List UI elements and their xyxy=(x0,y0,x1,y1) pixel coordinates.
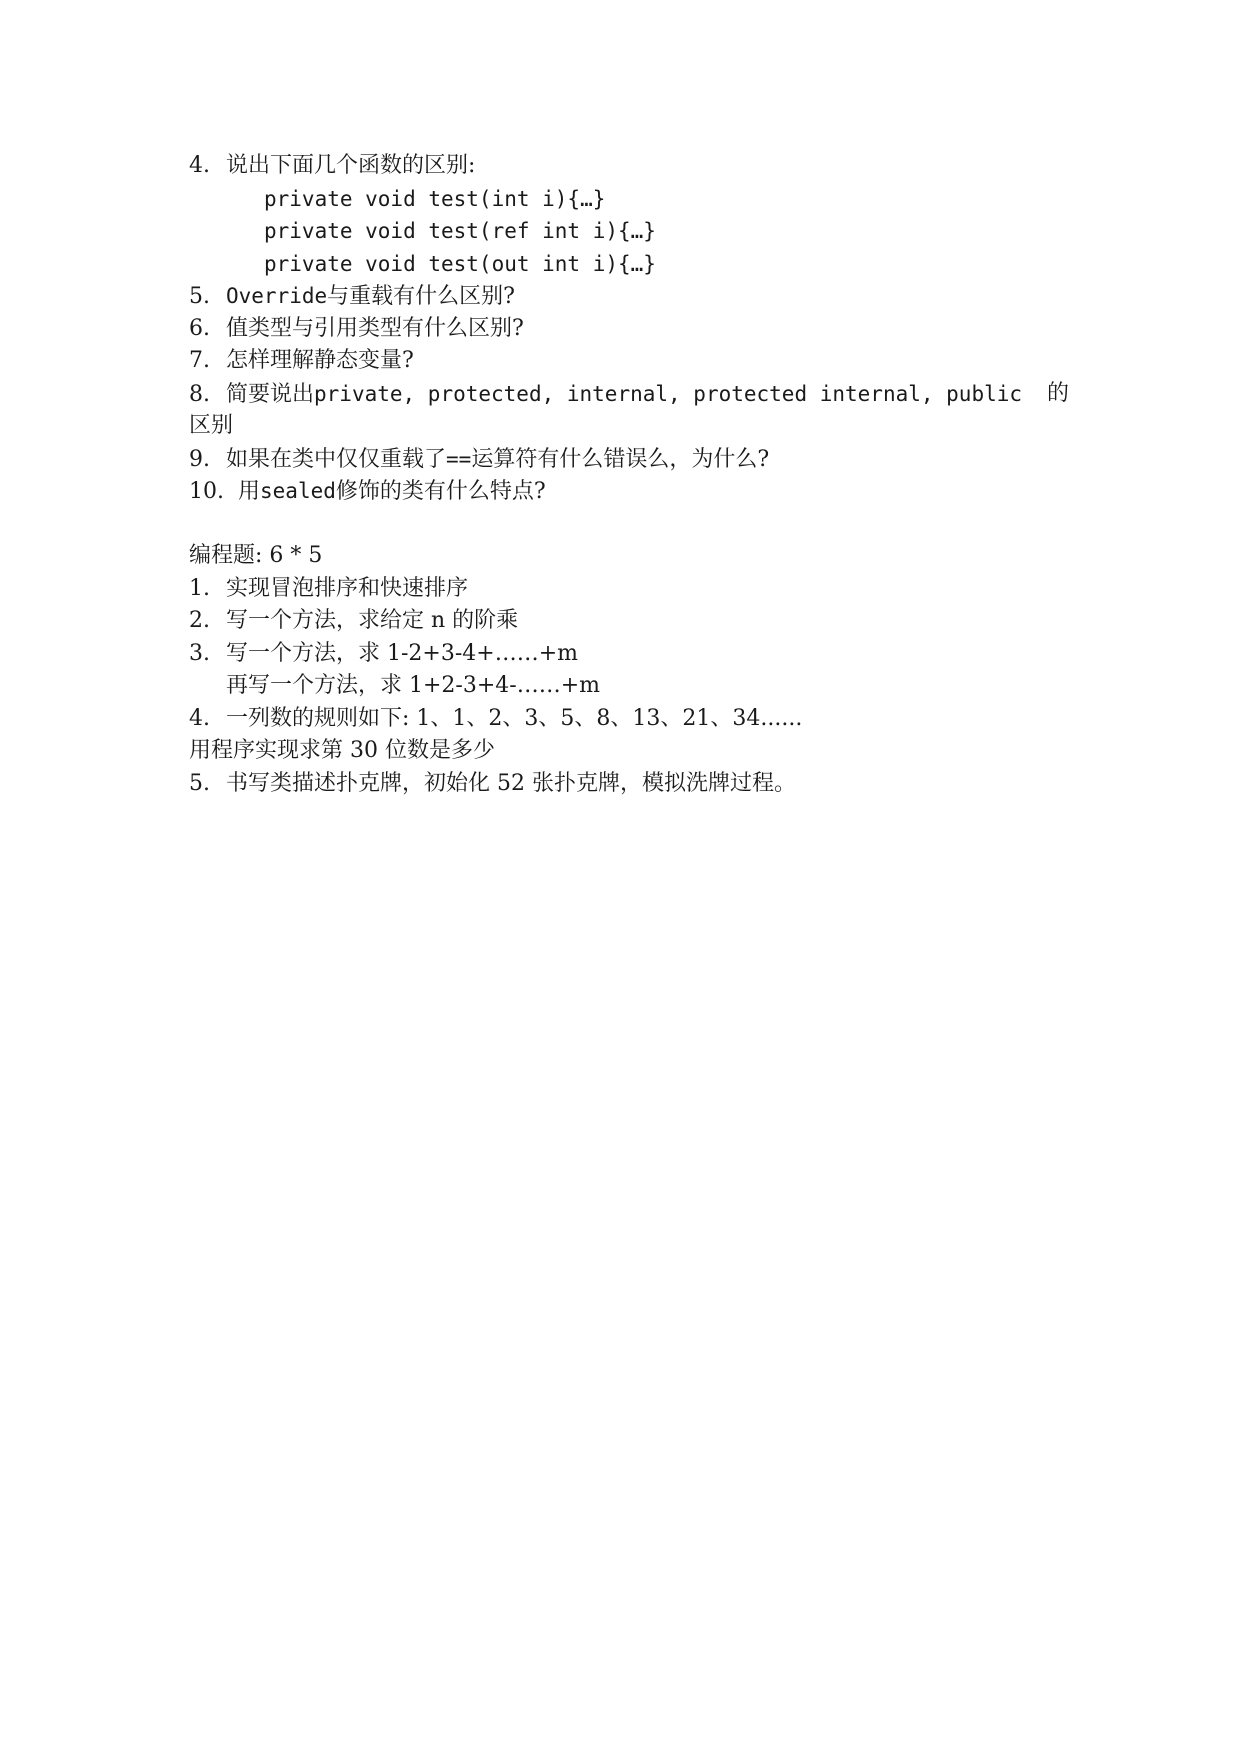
programming-item-1 xyxy=(189,573,1069,606)
question-number: 8. xyxy=(189,381,210,407)
question-6 xyxy=(189,313,1069,346)
item-text: 写一个方法，求给定 n 的阶乘 xyxy=(226,608,519,633)
programming-item-3 xyxy=(189,638,1069,671)
question-text: 说出下面几个函数的区别: xyxy=(226,153,476,178)
question-number: 9. xyxy=(189,446,210,472)
question-10 xyxy=(189,475,1069,508)
question-8-continuation: 区别 xyxy=(189,413,234,438)
code-line-3: private void test(out int i){…} xyxy=(264,251,656,276)
item-number: 4. xyxy=(189,705,210,731)
question-4 xyxy=(189,150,1069,183)
question-tail: 的 xyxy=(1046,380,1069,406)
question-lead: 简要说出 xyxy=(226,381,315,407)
question-number: 5. xyxy=(189,284,210,309)
question-8 xyxy=(189,378,1069,411)
question-operator: == xyxy=(446,446,472,471)
question-terms: private, protected, internal, protected internal, public xyxy=(314,381,1023,406)
item-text: 写一个方法，求 1-2+3-4+……+m xyxy=(226,640,579,666)
item-text: 一列数的规则如下: 1、1、2、3、5、8、13、21、34...... xyxy=(226,705,803,731)
section-spacer xyxy=(189,508,1069,541)
question-7 xyxy=(189,345,1069,378)
question-tail: 修饰的类有什么特点? xyxy=(335,479,546,504)
question-number: 6. xyxy=(189,315,210,341)
programming-item-4 xyxy=(189,703,1069,736)
question-number: 7. xyxy=(189,348,210,373)
question-5 xyxy=(189,280,1069,313)
question-text: 与重载有什么区别? xyxy=(327,284,515,309)
item-number: 5. xyxy=(189,770,210,796)
question-term: sealed xyxy=(260,479,336,503)
question-lead: 如果在类中仅仅重载了 xyxy=(226,446,447,472)
question-term: Override xyxy=(226,284,328,308)
question-9 xyxy=(189,443,1069,476)
question-lead: 用 xyxy=(238,479,261,504)
question-number: 10. xyxy=(189,479,224,504)
programming-item-3-extra: 再写一个方法，求 1+2-3+4-……+m xyxy=(226,673,601,698)
question-number: 4. xyxy=(189,153,210,178)
item-number: 2. xyxy=(189,608,210,633)
question-text: 怎样理解静态变量? xyxy=(226,348,414,373)
programming-item-5 xyxy=(189,768,1069,801)
programming-heading: 编程题: 6 * 5 xyxy=(189,543,323,568)
item-text: 书写类描述扑克牌，初始化 52 张扑克牌，模拟洗牌过程。 xyxy=(226,770,796,796)
programming-item-4-extra: 用程序实现求第 30 位数是多少 xyxy=(189,738,495,763)
item-number: 3. xyxy=(189,640,210,666)
item-text: 实现冒泡排序和快速排序 xyxy=(226,575,469,601)
document-page xyxy=(189,150,1069,800)
programming-item-2 xyxy=(189,605,1069,638)
question-tail: 运算符有什么错误么，为什么? xyxy=(471,446,770,472)
question-text: 值类型与引用类型有什么区别? xyxy=(226,315,524,341)
question-8-head xyxy=(189,378,1022,411)
item-number: 1. xyxy=(189,575,210,601)
code-line-1: private void test(int i){…} xyxy=(264,186,606,211)
code-line-2: private void test(ref int i){…} xyxy=(264,219,656,243)
